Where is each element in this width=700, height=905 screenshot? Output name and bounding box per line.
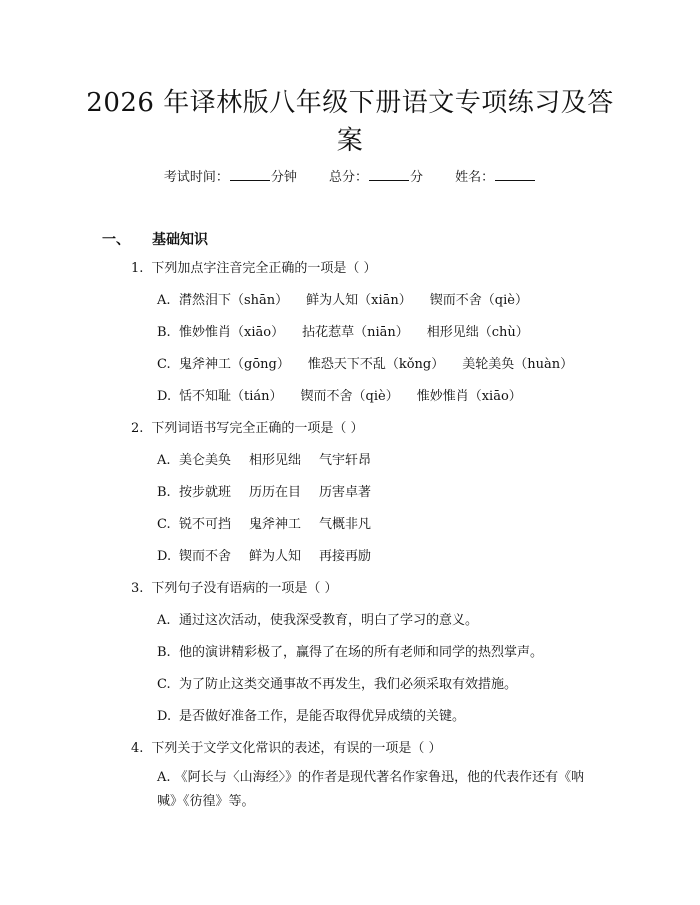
option-label: D. — [157, 389, 172, 404]
question-number: 3. — [131, 581, 144, 596]
option-text: 通过这次活动，使我深受教育，明白了学习的意义。 — [179, 613, 479, 628]
option — [157, 292, 546, 310]
page-title — [70, 84, 630, 160]
option-word: 锐不可挡 — [179, 517, 232, 532]
option-label: D. — [157, 709, 172, 724]
exam-time — [164, 170, 297, 185]
option-label: A. — [157, 453, 171, 468]
option-word: 再接再励 — [319, 549, 372, 564]
name-blank — [495, 168, 535, 181]
option-text: A. 《阿长与〈山海经〉》的作者是现代著名作家鲁迅，他的代表作还有《呐喊》《彷徨》等。 — [157, 770, 585, 809]
option-word: 鲜为人知 — [249, 549, 302, 564]
option-text: 他的演讲精彩极了，赢得了在场的所有老师和同学的热烈掌声。 — [179, 645, 544, 660]
option — [157, 676, 517, 694]
option-label: B. — [157, 485, 171, 500]
exam-meta — [0, 168, 700, 187]
title-line-2: 案 — [336, 126, 364, 156]
name-label: 姓名： — [455, 170, 495, 185]
option-word: 惟恐天下不乱（kǒng） — [307, 357, 445, 372]
time-unit: 分钟 — [270, 170, 297, 185]
option — [157, 708, 465, 726]
time-label: 考试时间： — [163, 170, 229, 185]
option — [157, 388, 540, 406]
question-1 — [131, 260, 377, 278]
question-2 — [131, 420, 364, 438]
option-label: C. — [157, 677, 171, 692]
option — [157, 452, 389, 470]
score-blank — [369, 168, 409, 181]
section-number: 一、 — [102, 232, 130, 248]
option-word: 鲜为人知（xiān） — [306, 293, 412, 308]
option-word: 气宇轩昂 — [319, 453, 372, 468]
option-word: 锲而不舍（qiè） — [429, 293, 528, 308]
option-word: 气概非凡 — [319, 517, 372, 532]
exam-score — [329, 170, 423, 185]
option-label: B. — [157, 645, 171, 660]
option-word: 惟妙惟肖（xiāo） — [179, 325, 285, 340]
option-label: C. — [157, 357, 171, 372]
option — [157, 644, 543, 662]
option-text: 是否做好准备工作，是能否取得优异成绩的关键。 — [179, 709, 466, 724]
question-number: 2. — [131, 421, 144, 436]
question-4 — [131, 740, 442, 758]
option-word: 美轮美奂（huàn） — [462, 357, 574, 372]
question-number: 4. — [131, 741, 144, 756]
question-stem: 下列关于文学文化常识的表述，有误的一项是（ ） — [151, 741, 442, 756]
option — [157, 516, 389, 534]
option-word: 鬼斧神工 — [249, 517, 302, 532]
student-name — [455, 170, 536, 185]
option-word: 美仑美奂 — [179, 453, 232, 468]
option — [157, 612, 478, 630]
option-word: 鬼斧神工（gōng） — [179, 357, 290, 372]
option-word: 历历在目 — [249, 485, 302, 500]
score-unit: 分 — [410, 170, 424, 185]
option-label: A. — [157, 613, 171, 628]
option-paragraph — [102, 766, 602, 814]
option-word: 相形见绌 — [249, 453, 302, 468]
option-label: B. — [157, 325, 171, 340]
title-line-1: 2026 年译林版八年级下册语文专项练习及答 — [86, 88, 614, 118]
option-label: A. — [157, 293, 171, 308]
question-3 — [131, 580, 338, 598]
option-word: 相形见绌（chù） — [426, 325, 529, 340]
option-word: 锲而不舍（qiè） — [300, 389, 399, 404]
section-title: 基础知识 — [152, 232, 208, 248]
option — [157, 356, 591, 374]
option-word: 历害卓著 — [319, 485, 372, 500]
option-word: 惟妙惟肖（xiāo） — [416, 389, 522, 404]
option-word: 恬不知耻（tián） — [179, 389, 283, 404]
option-label: D. — [157, 549, 172, 564]
option — [157, 324, 547, 342]
section-heading — [102, 229, 208, 249]
question-stem: 下列加点字注音完全正确的一项是（ ） — [151, 261, 377, 276]
time-blank — [230, 168, 270, 181]
question-number: 1. — [131, 261, 144, 276]
score-label: 总分： — [328, 170, 368, 185]
question-stem: 下列句子没有语病的一项是（ ） — [151, 581, 338, 596]
option — [157, 484, 389, 502]
option-text: 为了防止这类交通事故不再发生，我们必须采取有效措施。 — [179, 677, 518, 692]
option-label: C. — [157, 517, 171, 532]
question-stem: 下列词语书写完全正确的一项是（ ） — [151, 421, 364, 436]
option-word: 锲而不舍 — [179, 549, 232, 564]
option-word: 潸然泪下（shān） — [179, 293, 289, 308]
option-word: 拈花惹草（niān） — [302, 325, 409, 340]
option-word: 按步就班 — [179, 485, 232, 500]
option — [157, 548, 389, 566]
